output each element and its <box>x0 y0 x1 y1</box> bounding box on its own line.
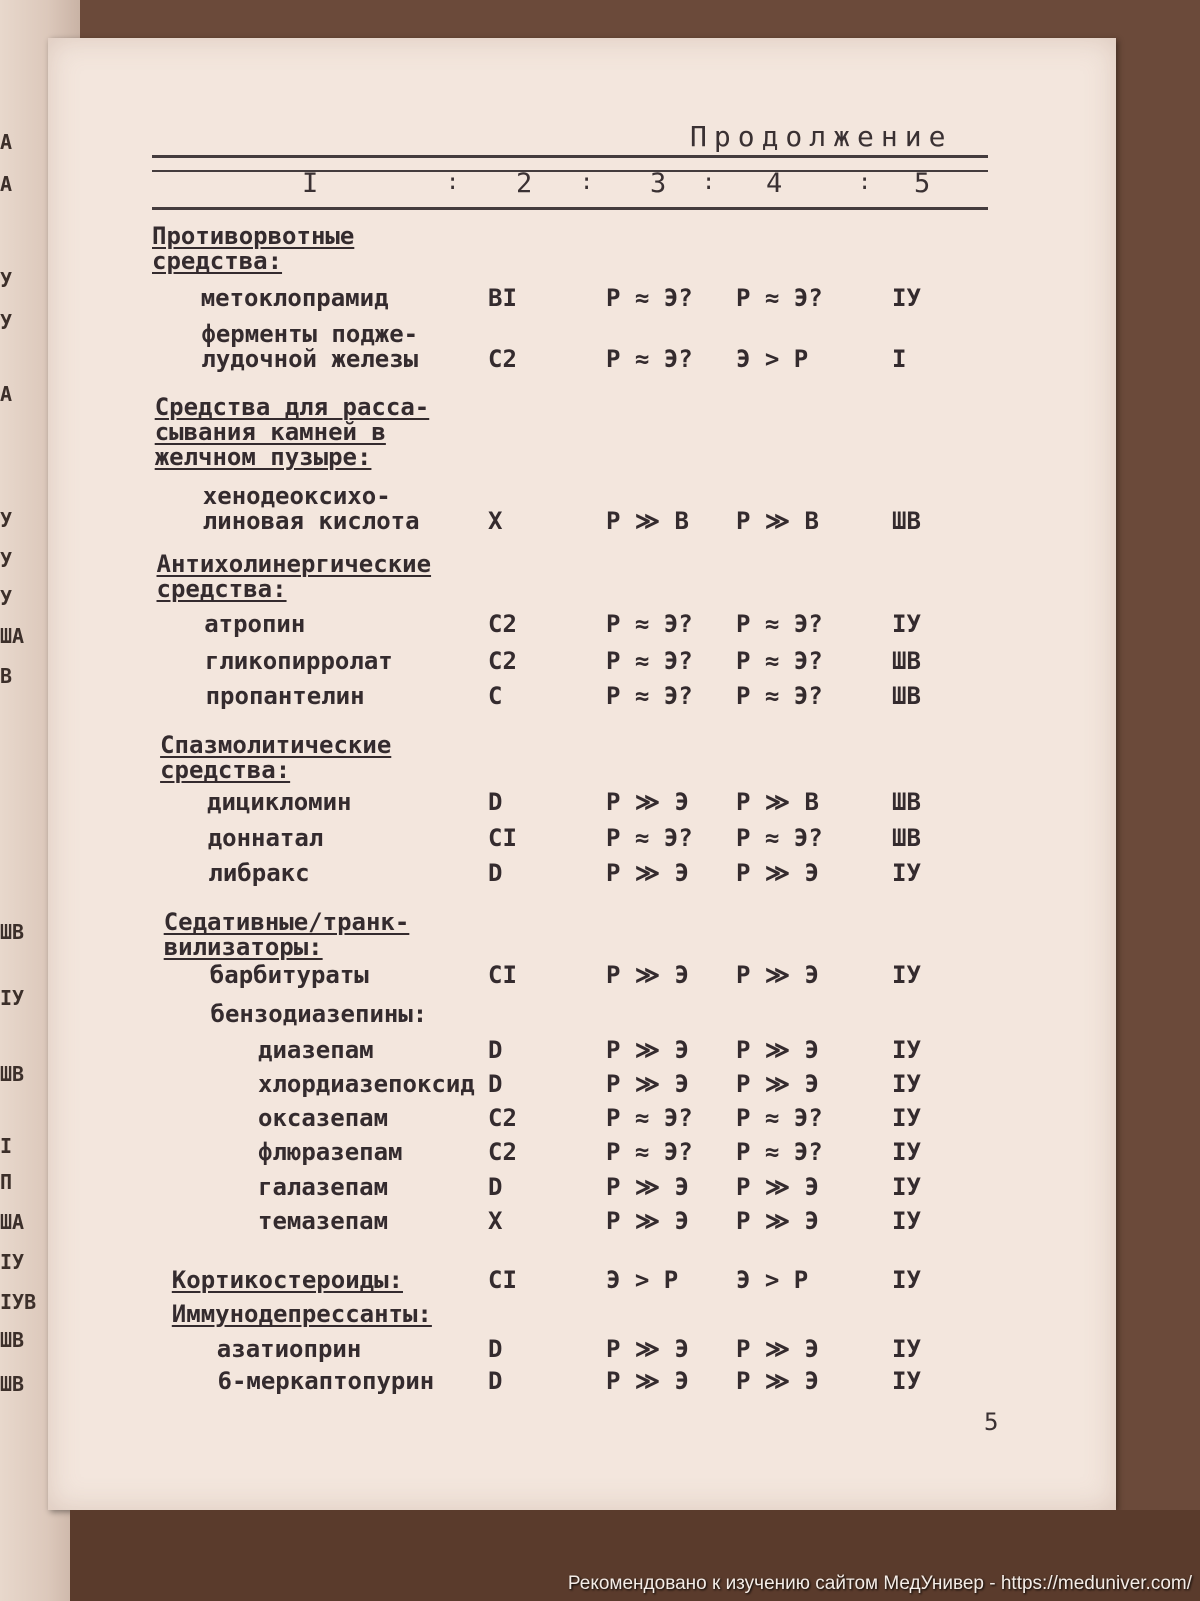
margin-mark: У <box>0 586 13 610</box>
risk-ratio-col3: P ≈ Э? <box>606 284 693 312</box>
risk-ratio-col4: P ≈ Э? <box>736 647 823 675</box>
risk-ratio-col4: P ≈ Э? <box>736 1104 823 1132</box>
fda-category: D <box>488 1070 503 1098</box>
risk-ratio-col3: P ≫ Э <box>606 859 689 887</box>
section-heading: Антихолинергические <box>156 550 432 578</box>
drug-name: линовая кислота <box>202 507 420 535</box>
fda-category: CI <box>488 961 517 989</box>
drug-name: оксазепам <box>258 1104 389 1132</box>
drug-name: темазепам <box>258 1207 389 1235</box>
level-col5: ШВ <box>892 682 921 710</box>
drug-name: хенодеоксихо- <box>202 482 391 510</box>
level-col5: IУ <box>892 1367 921 1395</box>
level-col5: ШВ <box>892 788 921 816</box>
margin-mark: А <box>0 172 13 196</box>
risk-ratio-col3: P ≈ Э? <box>606 682 693 710</box>
margin-mark: У <box>0 548 13 572</box>
fda-category: CI <box>488 824 517 852</box>
risk-ratio-col4: Э > P <box>736 1266 809 1294</box>
level-col5: IУ <box>892 1036 921 1064</box>
drug-name: хлордиазепоксид <box>258 1070 475 1098</box>
risk-ratio-col3: P ≫ Э <box>606 1207 689 1235</box>
level-col5: IУ <box>892 1173 921 1201</box>
risk-ratio-col3: P ≈ Э? <box>606 824 693 852</box>
section-heading: Кортикостероиды: <box>171 1266 403 1294</box>
section-heading: желчном пузыре: <box>154 443 372 471</box>
risk-ratio-col3: P ≫ Э <box>606 1173 689 1201</box>
level-col5: IУ <box>892 1335 921 1363</box>
drug-name: барбитураты <box>209 961 369 989</box>
risk-ratio-col4: P ≫ Э <box>736 1367 819 1395</box>
risk-ratio-col3: P ≈ Э? <box>606 1138 693 1166</box>
drug-name: либракс <box>208 859 310 887</box>
section-heading: Седативные/транк- <box>163 908 410 936</box>
risk-ratio-col4: P ≈ Э? <box>736 824 823 852</box>
column-header-4: 4 <box>766 168 783 199</box>
margin-mark: ШВ <box>0 920 25 944</box>
level-col5: ШВ <box>892 507 921 535</box>
column-header-3: 3 <box>650 168 667 199</box>
column-header-2: 2 <box>516 168 533 199</box>
column-separator: : <box>580 170 594 195</box>
risk-ratio-col3: P ≈ Э? <box>606 345 693 373</box>
risk-ratio-col3: P ≫ B <box>606 507 689 535</box>
fda-category: D <box>488 1367 503 1395</box>
margin-mark: П <box>0 1170 13 1194</box>
fda-category: C2 <box>488 610 517 638</box>
risk-ratio-col3: P ≫ Э <box>606 1036 689 1064</box>
column-separator: : <box>702 170 716 195</box>
continuation-label: Продолжение <box>690 120 953 153</box>
fda-category: D <box>488 1173 503 1201</box>
margin-mark: А <box>0 382 13 406</box>
level-col5: IУ <box>892 1207 921 1235</box>
level-col5: IУ <box>892 1138 921 1166</box>
section-heading: средства: <box>160 756 291 784</box>
risk-ratio-col4: P ≫ B <box>736 507 819 535</box>
section-heading: Иммунодепрессанты: <box>171 1300 432 1328</box>
drug-name: азатиоприн <box>216 1335 362 1363</box>
drug-name: ферменты подже- <box>201 320 419 348</box>
fda-category: C2 <box>488 345 517 373</box>
risk-ratio-col3: P ≫ Э <box>606 961 689 989</box>
column-header-5: 5 <box>914 168 931 199</box>
risk-ratio-col4: P ≫ Э <box>736 859 819 887</box>
section-heading: Средства для расса- <box>154 393 430 421</box>
fda-category: D <box>488 859 503 887</box>
drug-name: 6-меркаптопурин <box>217 1367 435 1395</box>
margin-mark: ШВ <box>0 1372 25 1396</box>
section-heading: Спазмолитические <box>160 731 392 759</box>
margin-mark: ША <box>0 1210 25 1234</box>
fda-category: BI <box>488 284 517 312</box>
column-header-1: I <box>302 168 319 199</box>
risk-ratio-col4: P ≫ Э <box>736 961 819 989</box>
margin-mark: IУВ <box>0 1290 37 1314</box>
level-col5: IУ <box>892 961 921 989</box>
risk-ratio-col4: P ≈ Э? <box>736 284 823 312</box>
drug-name: атропин <box>204 610 306 638</box>
section-heading: сывания камней в <box>154 418 386 446</box>
margin-mark: ШВ <box>0 1328 25 1352</box>
risk-ratio-col4: P ≫ Э <box>736 1335 819 1363</box>
risk-ratio-col3: P ≫ Э <box>606 1367 689 1395</box>
risk-ratio-col4: P ≫ B <box>736 788 819 816</box>
risk-ratio-col4: P ≫ Э <box>736 1173 819 1201</box>
page-number: 5 <box>984 1408 999 1436</box>
drug-name: дицикломин <box>207 788 352 816</box>
drug-name: гликопирролат <box>204 647 393 675</box>
fda-category: D <box>488 788 503 816</box>
drug-name: лудочной железы <box>201 345 419 373</box>
fda-category: X <box>488 1207 503 1235</box>
margin-mark: А <box>0 130 13 154</box>
level-col5: ШВ <box>892 824 921 852</box>
risk-ratio-col3: P ≫ Э <box>606 788 689 816</box>
margin-mark: I <box>0 1134 13 1158</box>
fda-category: C <box>488 682 503 710</box>
risk-ratio-col4: P ≈ Э? <box>736 610 823 638</box>
margin-mark: IУ <box>0 986 25 1010</box>
drug-name: доннатал <box>207 824 324 852</box>
fda-category: CI <box>488 1266 517 1294</box>
level-col5: IУ <box>892 859 921 887</box>
level-col5: ШВ <box>892 647 921 675</box>
drug-name: галазепам <box>258 1173 389 1201</box>
margin-mark: IУ <box>0 1250 25 1274</box>
risk-ratio-col3: P ≈ Э? <box>606 647 693 675</box>
margin-mark: ШВ <box>0 1062 25 1086</box>
drug-name: пропантелин <box>205 682 365 710</box>
margin-mark: У <box>0 268 13 292</box>
risk-ratio-col3: P ≈ Э? <box>606 1104 693 1132</box>
fda-category: D <box>488 1036 503 1064</box>
section-heading: средства: <box>156 575 287 603</box>
drug-name: диазепам <box>258 1036 374 1064</box>
level-col5: IУ <box>892 1266 921 1294</box>
level-col5: IУ <box>892 284 921 312</box>
fda-category: C2 <box>488 1138 517 1166</box>
table-header-rule <box>152 207 988 210</box>
risk-ratio-col3: P ≫ Э <box>606 1070 689 1098</box>
section-heading: Противорвотные <box>152 222 355 250</box>
margin-mark: ША <box>0 624 25 648</box>
level-col5: IУ <box>892 610 921 638</box>
section-heading: средства: <box>152 247 283 275</box>
drug-name: бензодиазепины: <box>210 1000 428 1028</box>
risk-ratio-col4: Э > P <box>736 345 809 373</box>
risk-ratio-col4: P ≫ Э <box>736 1070 819 1098</box>
risk-ratio-col3: P ≈ Э? <box>606 610 693 638</box>
level-col5: I <box>892 345 907 373</box>
risk-ratio-col4: P ≫ Э <box>736 1036 819 1064</box>
fda-category: X <box>488 507 503 535</box>
section-heading: вилизаторы: <box>163 933 323 961</box>
table-top-rule <box>152 155 988 158</box>
risk-ratio-col3: Э > P <box>606 1266 679 1294</box>
margin-mark: У <box>0 310 13 334</box>
risk-ratio-col4: P ≫ Э <box>736 1207 819 1235</box>
column-separator: : <box>858 170 872 195</box>
level-col5: IУ <box>892 1070 921 1098</box>
drug-name: флюразепам <box>258 1138 403 1166</box>
risk-ratio-col4: P ≈ Э? <box>736 1138 823 1166</box>
risk-ratio-col3: P ≫ Э <box>606 1335 689 1363</box>
risk-ratio-col4: P ≈ Э? <box>736 682 823 710</box>
column-separator: : <box>446 170 460 195</box>
level-col5: IУ <box>892 1104 921 1132</box>
fda-category: C2 <box>488 1104 517 1132</box>
margin-mark: В <box>0 664 13 688</box>
fda-category: D <box>488 1335 503 1363</box>
margin-mark: У <box>0 508 13 532</box>
footer-watermark: Рекомендовано к изучению сайтом МедУнивер - https://meduniver.com/ <box>567 1573 1192 1594</box>
drug-name: метоклопрамид <box>200 284 389 312</box>
fda-category: C2 <box>488 647 517 675</box>
